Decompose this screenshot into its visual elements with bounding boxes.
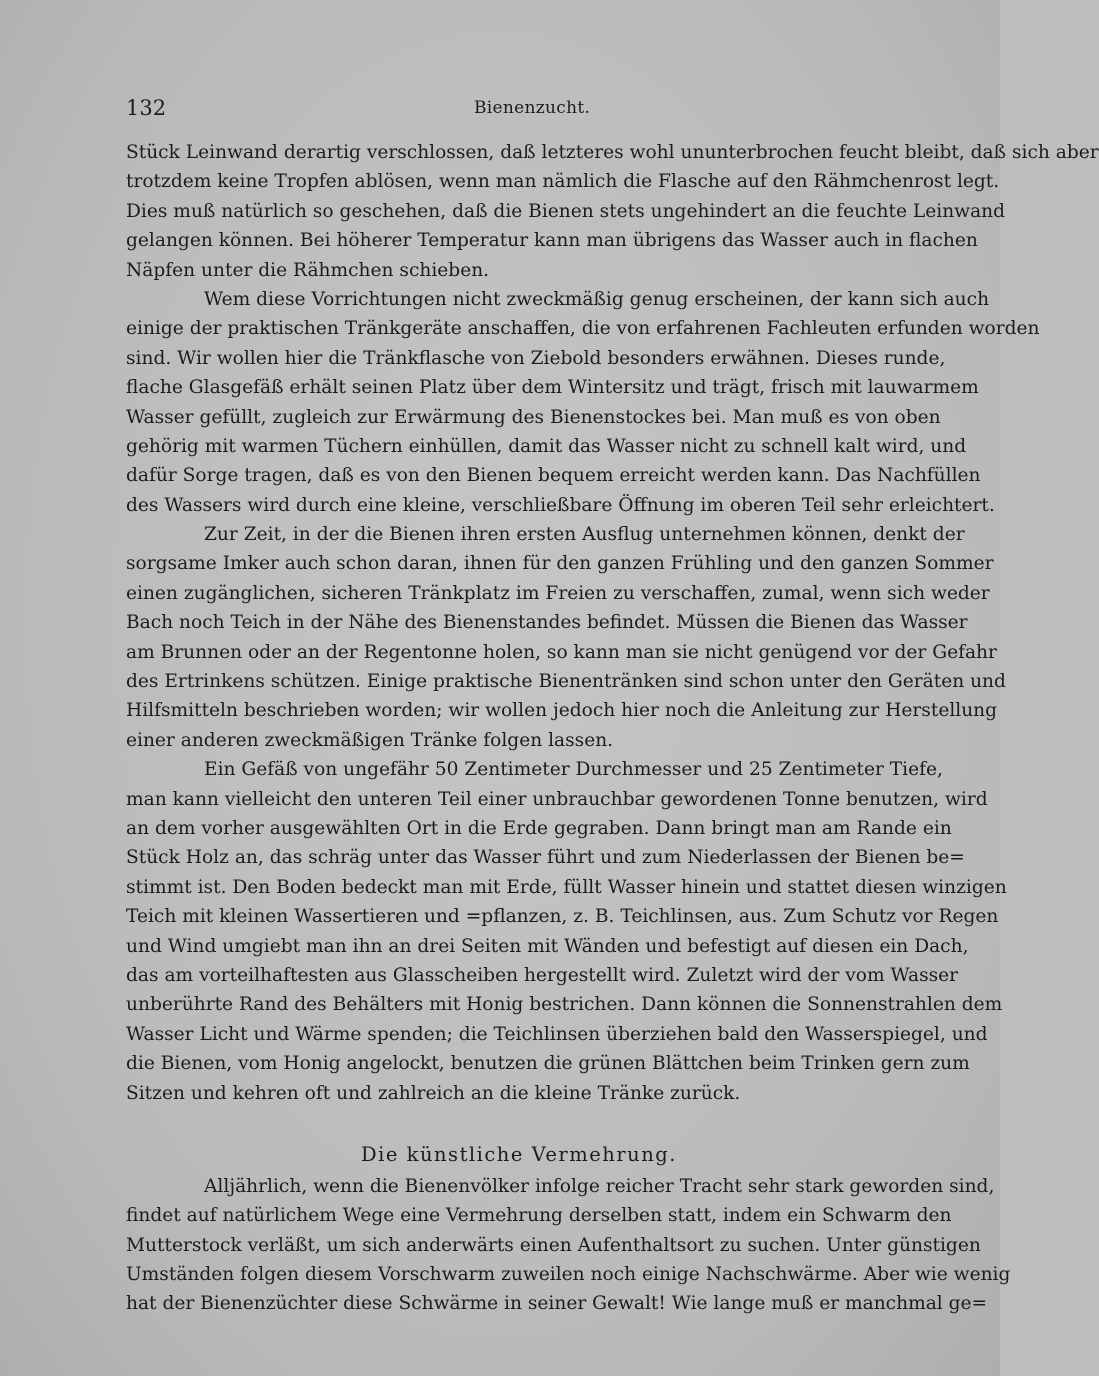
section-spacer <box>126 1108 912 1138</box>
text-line: dafür Sorge tragen, daß es von den Bienen bequem erreicht werden kann. Das Nachfüllen <box>126 465 981 487</box>
text-line: Stück Leinwand derartig verschlossen, daß letzteres wohl ununterbrochen feucht bleibt, daß sich aber <box>126 142 1099 163</box>
text-line: hat der Bienenzüchter diese Schwärme in seiner Gewalt! Wie lange muß er manchmal ge= <box>126 1293 988 1315</box>
text-line: Teich mit kleinen Wassertieren und =pflanzen, z. B. Teichlinsen, aus. Zum Schutz vor Regen <box>126 906 999 928</box>
text-line: einer anderen zweckmäßigen Tränke folgen lassen. <box>126 729 614 751</box>
text-line: einige der praktischen Tränkgeräte anschaffen, die von erfahrenen Fachleuten erfunden worden <box>126 318 1040 340</box>
text-line: stimmt ist. Den Boden bedeckt man mit Erde, füllt Wasser hinein und stattet diesen winzigen <box>126 876 1007 898</box>
text-line: Sitzen und kehren oft und zahlreich an die kleine Tränke zurück. <box>126 1082 741 1104</box>
text-line: Wem diese Vorrichtungen nicht zweckmäßig genug erscheinen, der kann sich auch <box>204 288 990 310</box>
text-line: Stück Holz an, das schräg unter das Wasser führt und zum Niederlassen der Bienen be= <box>126 847 965 869</box>
page-header <box>126 96 912 126</box>
text-line: Dies muß natürlich so geschehen, daß die Bienen stets ungehindert an die feuchte Leinwand <box>126 200 1006 222</box>
text-line: Umständen folgen diesem Vorschwarm zuweilen noch einige Nachschwärme. Aber wie wenig <box>126 1264 1011 1286</box>
body-text <box>126 138 1099 1319</box>
text-line: Wasser gefüllt, zugleich zur Erwärmung des Bienenstockes bei. Man muß es von oben <box>126 406 941 428</box>
text-line: einen zugänglichen, sicheren Tränkplatz im Freien zu verschaffen, zumal, wenn sich weder <box>126 582 990 604</box>
text-line: und Wind umgiebt man ihn an drei Seiten mit Wänden und befestigt auf diesen ein Dach, <box>126 935 969 957</box>
paragraph <box>126 285 1040 520</box>
text-line: Ein Gefäß von ungefähr 50 Zentimeter Durchmesser und 25 Zentimeter Tiefe, <box>204 759 943 781</box>
text-line: Mutterstock verläßt, um sich anderwärts einen Aufenthaltsort zu suchen. Unter günstigen <box>126 1234 981 1256</box>
running-title: Bienenzucht. <box>474 98 591 118</box>
text-line: gelangen können. Bei höherer Temperatur kann man übrigens das Wasser auch in flachen <box>126 230 978 252</box>
text-line: das am vorteilhaftesten aus Glasscheiben hergestellt wird. Zuletzt wird der vom Wasser <box>126 964 959 986</box>
text-line: Alljährlich, wenn die Bienenvölker infolge reicher Tracht sehr stark geworden sind, <box>204 1175 995 1197</box>
text-line: findet auf natürlichem Wege eine Vermehrung derselben statt, indem ein Schwarm den <box>126 1205 952 1227</box>
text-line: des Wassers wird durch eine kleine, verschließbare Öffnung im oberen Teil sehr erleichtert. <box>126 494 995 516</box>
text-line: am Brunnen oder an der Regentonne holen, so kann man sie nicht genügend vor der Gefahr <box>126 641 997 663</box>
text-line: sind. Wir wollen hier die Tränkflasche von Ziebold besonders erwähnen. Dieses runde, <box>126 347 946 369</box>
section <box>126 1138 1011 1319</box>
text-line: Wasser Licht und Wärme spenden; die Teichlinsen überziehen bald den Wasserspiegel, und <box>126 1023 988 1045</box>
text-line: gehörig mit warmen Tüchern einhüllen, damit das Wasser nicht zu schnell kalt wird, und <box>126 435 967 457</box>
text-line: Zur Zeit, in der die Bienen ihren ersten Ausflug unternehmen können, denkt der <box>204 524 965 546</box>
paragraph <box>126 138 1099 285</box>
text-line: trotzdem keine Tropfen ablösen, wenn man nämlich die Flasche auf den Rähmchenrost legt. <box>126 171 1000 193</box>
text-line: Bach noch Teich in der Nähe des Bienenstandes befindet. Müssen die Bienen das Wasser <box>126 612 968 634</box>
text-line: an dem vorher ausgewählten Ort in die Erde gegraben. Dann bringt man am Rande ein <box>126 817 952 839</box>
text-line: sorgsame Imker auch schon daran, ihnen für den ganzen Frühling und den ganzen Sommer <box>126 553 994 575</box>
paragraph <box>126 520 1006 755</box>
text-line: Näpfen unter die Rähmchen schieben. <box>126 259 490 281</box>
page-number: 132 <box>126 96 167 120</box>
section-heading: Die künstliche Vermehrung. <box>361 1142 677 1166</box>
text-line: flache Glasgefäß erhält seinen Platz über dem Wintersitz und trägt, frisch mit lauwarmem <box>126 377 979 399</box>
text-line: die Bienen, vom Honig angelockt, benutzen die grünen Blättchen beim Trinken gern zum <box>126 1053 970 1075</box>
text-line: man kann vielleicht den unteren Teil einer unbrauchbar gewordenen Tonne benutzen, wird <box>126 788 988 810</box>
text-line: Hilfsmitteln beschrieben worden; wir wollen jedoch hier noch die Anleitung zur Herstellung <box>126 700 998 722</box>
text-line: des Ertrinkens schützen. Einige praktische Bienentränken sind schon unter den Geräten und <box>126 671 1006 693</box>
paragraph <box>126 755 1007 1108</box>
text-line: unberührte Rand des Behälters mit Honig bestrichen. Dann können die Sonnenstrahlen dem <box>126 994 1003 1016</box>
